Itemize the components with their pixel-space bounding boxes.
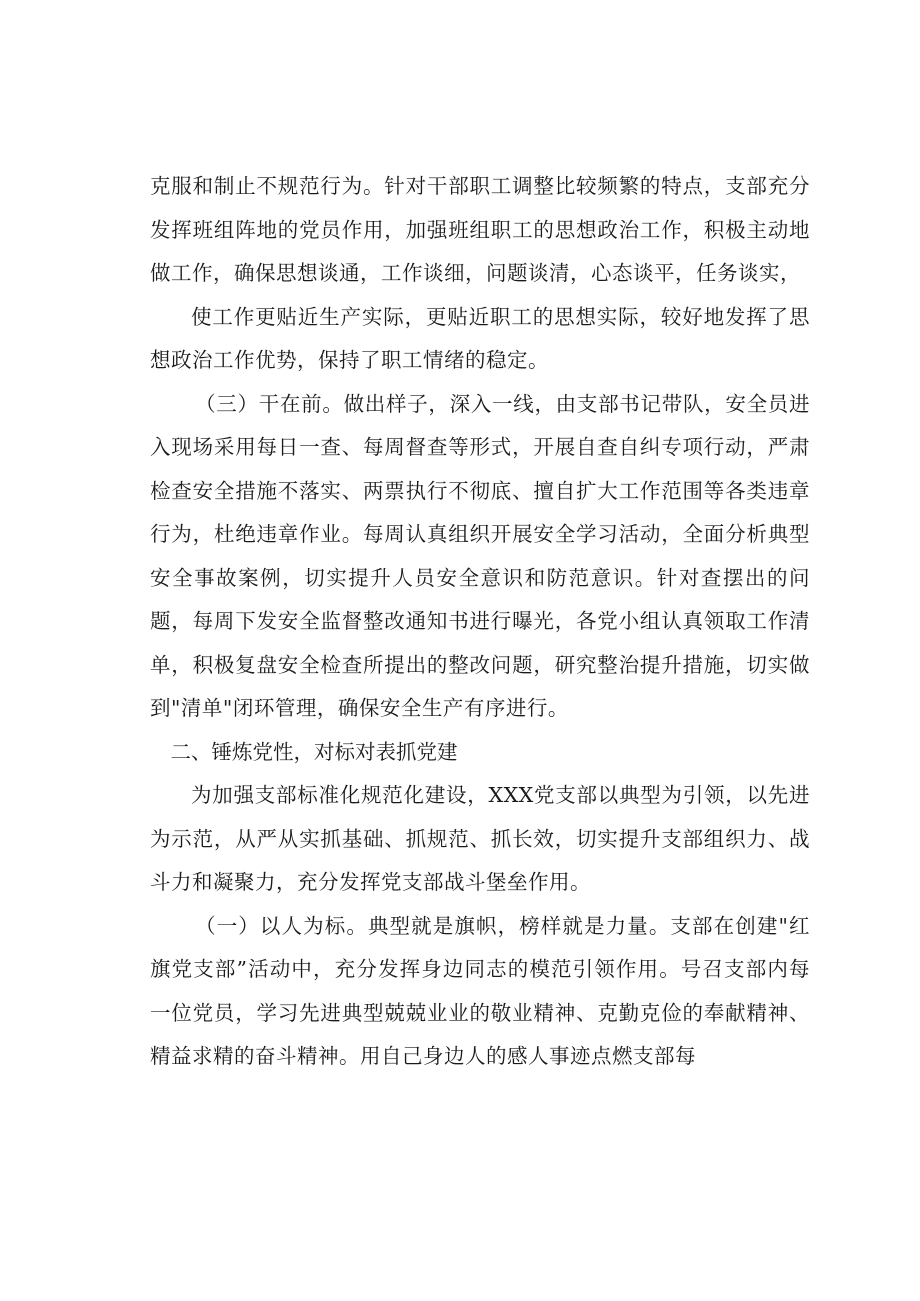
paragraph-work-practice: 使工作更贴近生产实际，更贴近职工的思想实际，较好地发挥了思想政治工作优势，保持了职工情绪的稳定。 [150, 304, 810, 372]
paragraph-section-one: （一）以人为标。典型就是旗帜，榜样就是力量。支部在创建"红旗党支部”活动中，充分发挥身边同志的模范引领作用。号召支部内每一位党员，学习先进典型兢兢业业的敬业精神、克勤克俭的奉献精神、精益求精的奋斗精神。用自己身边人的感人事迹点燃支部每 [150, 913, 810, 1068]
paragraph-continuation: 克服和制止不规范行为。针对干部职工调整比较频繁的特点，支部充分发挥班组阵地的党员作用，加强班组职工的思想政治工作，积极主动地做工作，确保思想谈通，工作谈细，问题谈清，心态谈平，任务谈实， [150, 174, 810, 285]
paragraph-standardization: 为加强支部标准化规范化建设，XXX党支部以典型为引领，以先进为示范，从严从实抓基础、抓规范、抓长效，切实提升支部组织力、战斗力和凝聚力，充分发挥党支部战斗堡垒作用。 [150, 783, 810, 894]
document-body [150, 165, 810, 1079]
paragraph-section-three: （三）干在前。做出样子，深入一线，由支部书记带队，安全员进入现场采用每日一查、每周督查等形式，开展自查自纠专项行动，严肃检查安全措施不落实、两票执行不彻底、擅自扩大工作范围等各类违章行为，杜绝违章作业。每周认真组织开展安全学习活动，全面分析典型安全事故案例，切实提升人员安全意识和防范意识。针对查摆出的问题，每周下发安全监督整改通知书进行曝光，各党小组认真领取工作清单，积极复盘安全检查所提出的整改问题，研究整治提升措施，切实做到"清单"闭环管理，确保安全生产有序进行。 [150, 391, 810, 720]
section-heading-two: 二、锤炼党性，对标对表抓党建 [170, 739, 458, 764]
